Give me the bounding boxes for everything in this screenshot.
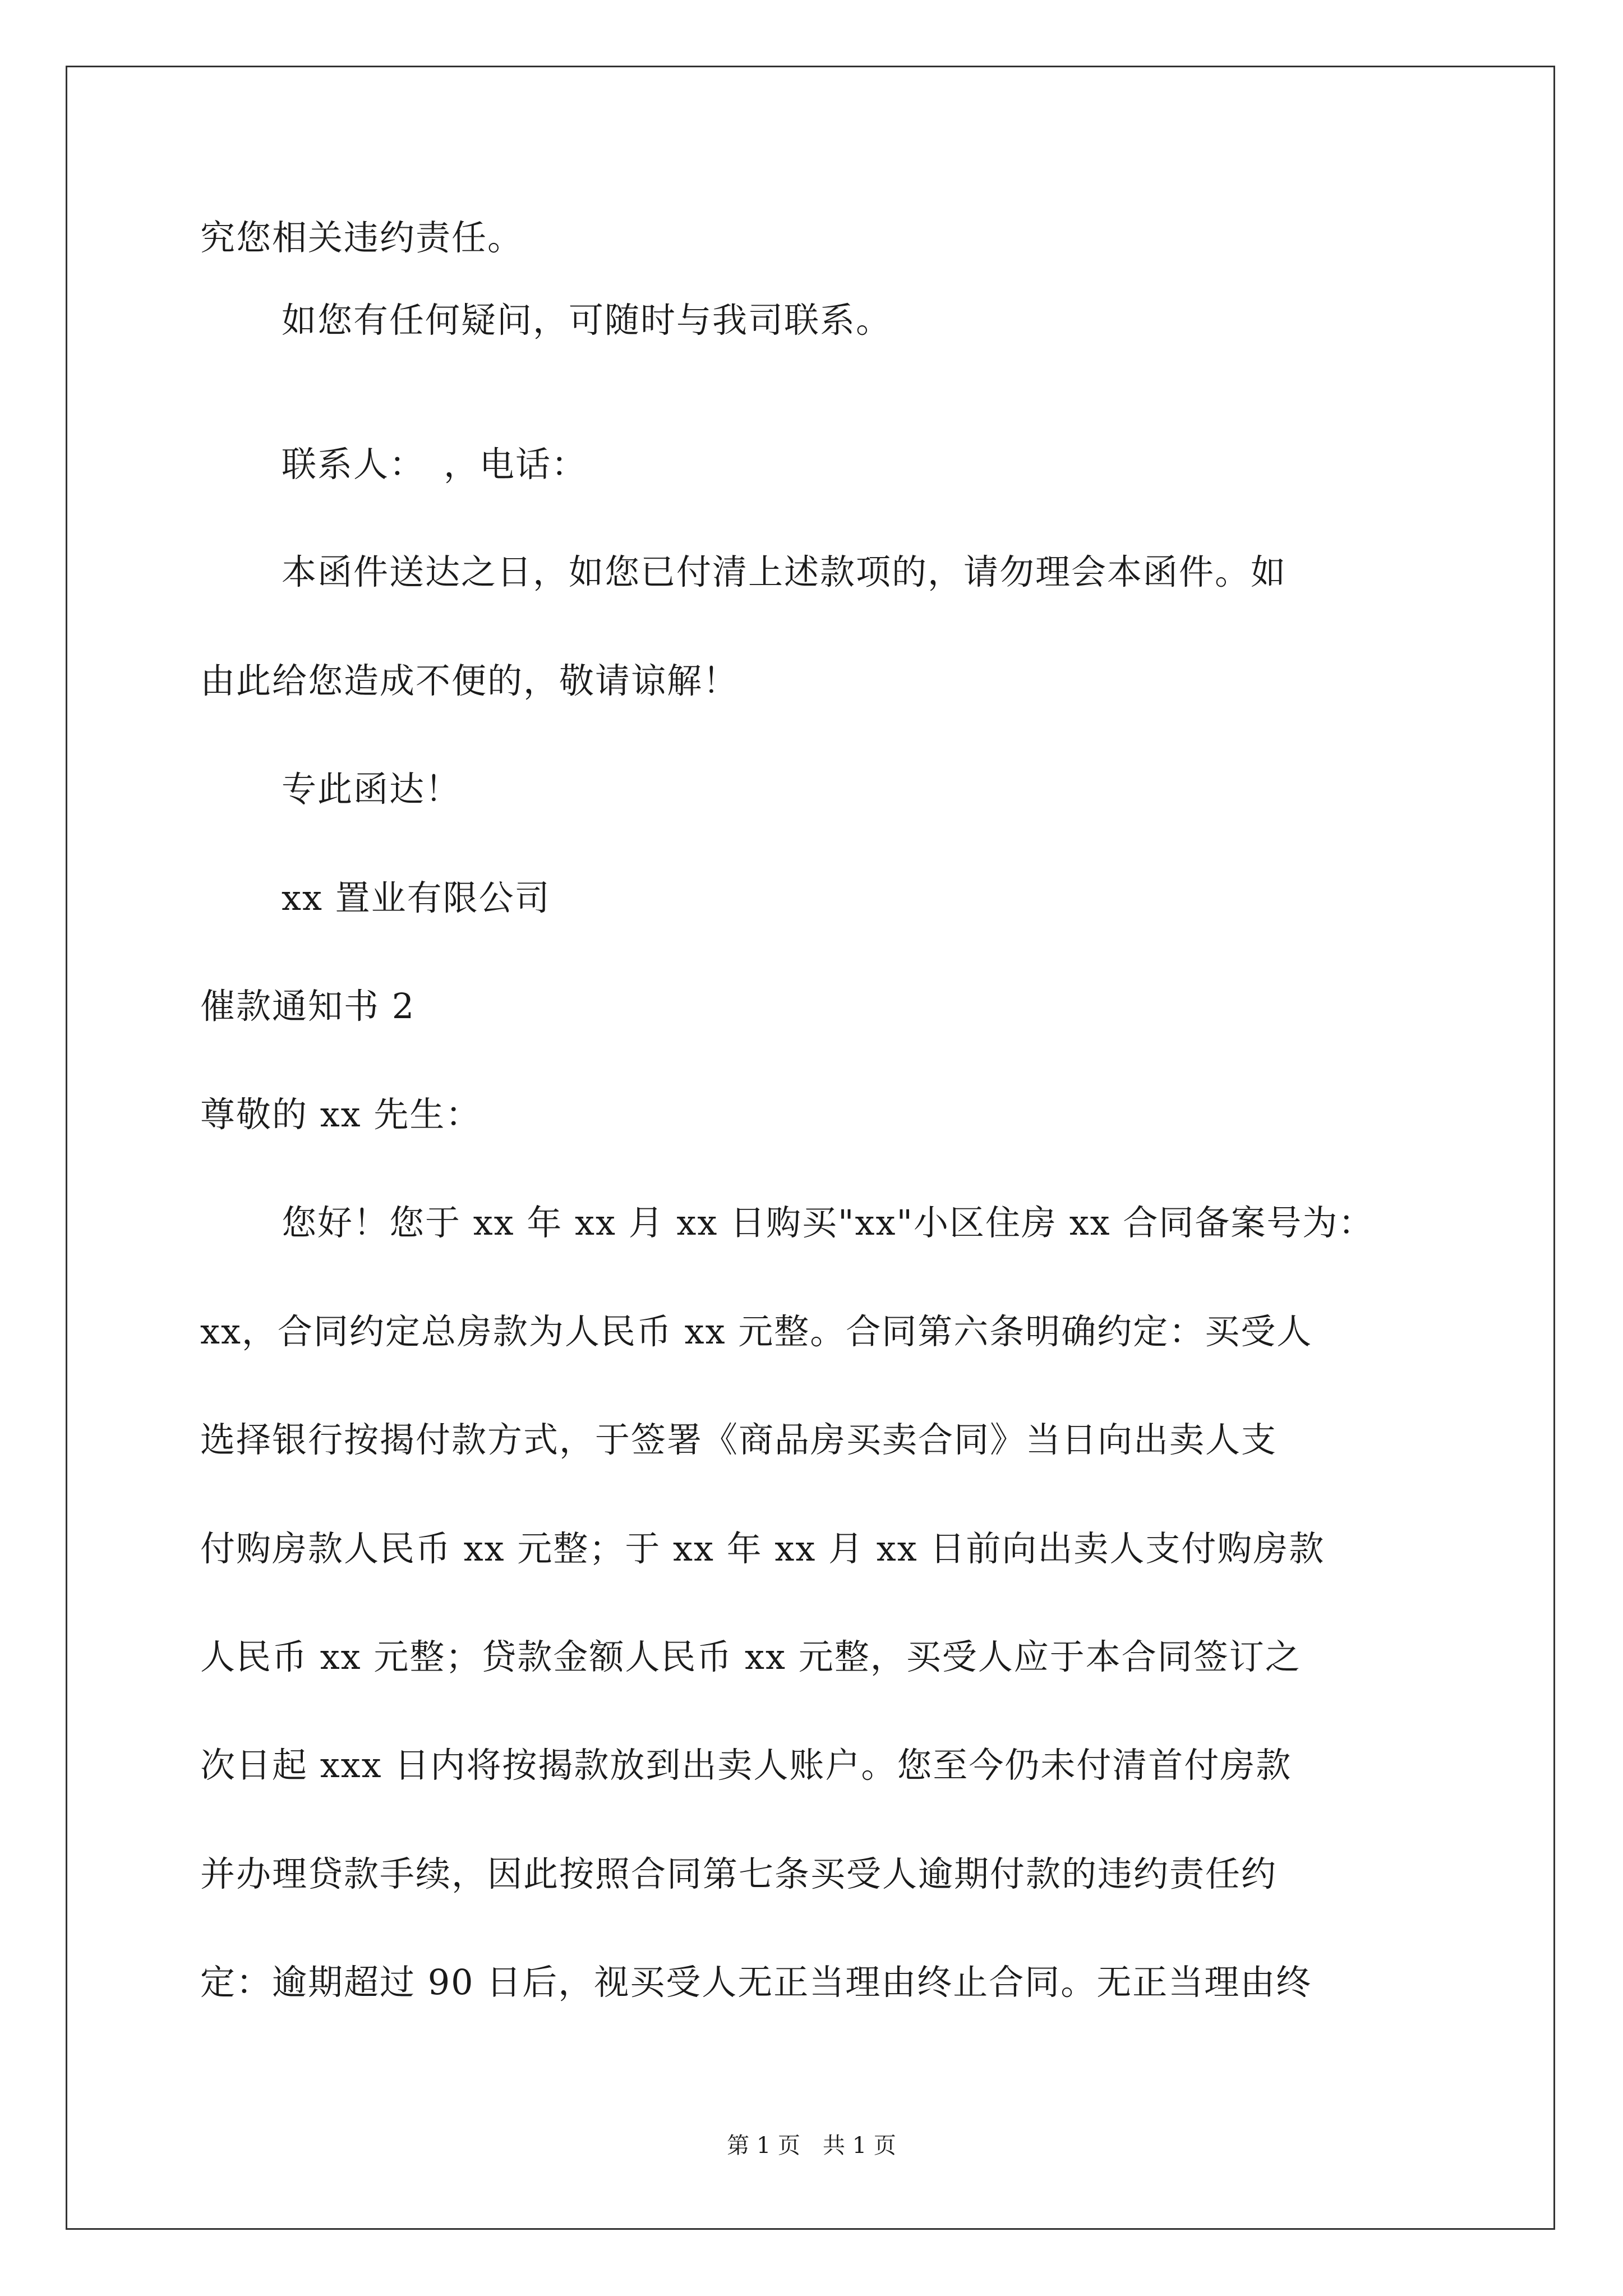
text-line-1: 究您相关违约责任。 [200,217,524,258]
text-line-2: 如您有任何疑问，可随时与我司联系。 [282,300,892,341]
text-line-5: 由此给您造成不便的，敬请谅解！ [200,660,739,701]
text-line-6: 专此函达！ [282,769,462,809]
page-border [66,66,1555,2230]
text-line-15: 次日起 xxx 日内将按揭款放到出卖人账户。您至今仍未付清首付房款 [200,1745,1292,1786]
section-title: 催款通知书 2 [200,986,416,1027]
text-line-3: 联系人： ，电话： [282,444,588,485]
text-line-17: 定：逾期超过 90 日后，视买受人无正当理由终止合同。无正当理由终 [200,1962,1312,2003]
text-line-13: 付购房款人民币 xx 元整；于 xx 年 xx 月 xx 日前向出卖人支付购房款 [200,1528,1325,1569]
page-number-footer: 第 1 页 共 1 页 [727,2133,896,2159]
text-line-14: 人民币 xx 元整；贷款金额人民币 xx 元整，买受人应于本合同签订之 [200,1636,1301,1677]
text-line-4: 本函件送达之日，如您已付清上述款项的，请勿理会本函件。如 [282,551,1287,592]
text-line-10: 您好！您于 xx 年 xx 月 xx 日购买"xx"小区住房 xx 合同备案号为： [282,1202,1375,1243]
text-line-11: xx，合同约定总房款为人民币 xx 元整。合同第六条明确约定：买受人 [200,1311,1313,1352]
text-line-16: 并办理贷款手续，因此按照合同第七条买受人逾期付款的违约责任约 [200,1853,1278,1894]
salutation: 尊敬的 xx 先生： [200,1094,482,1135]
text-line-7: xx 置业有限公司 [282,877,551,918]
text-line-12: 选择银行按揭付款方式，于签署《商品房买卖合同》当日向出卖人支 [200,1419,1278,1460]
